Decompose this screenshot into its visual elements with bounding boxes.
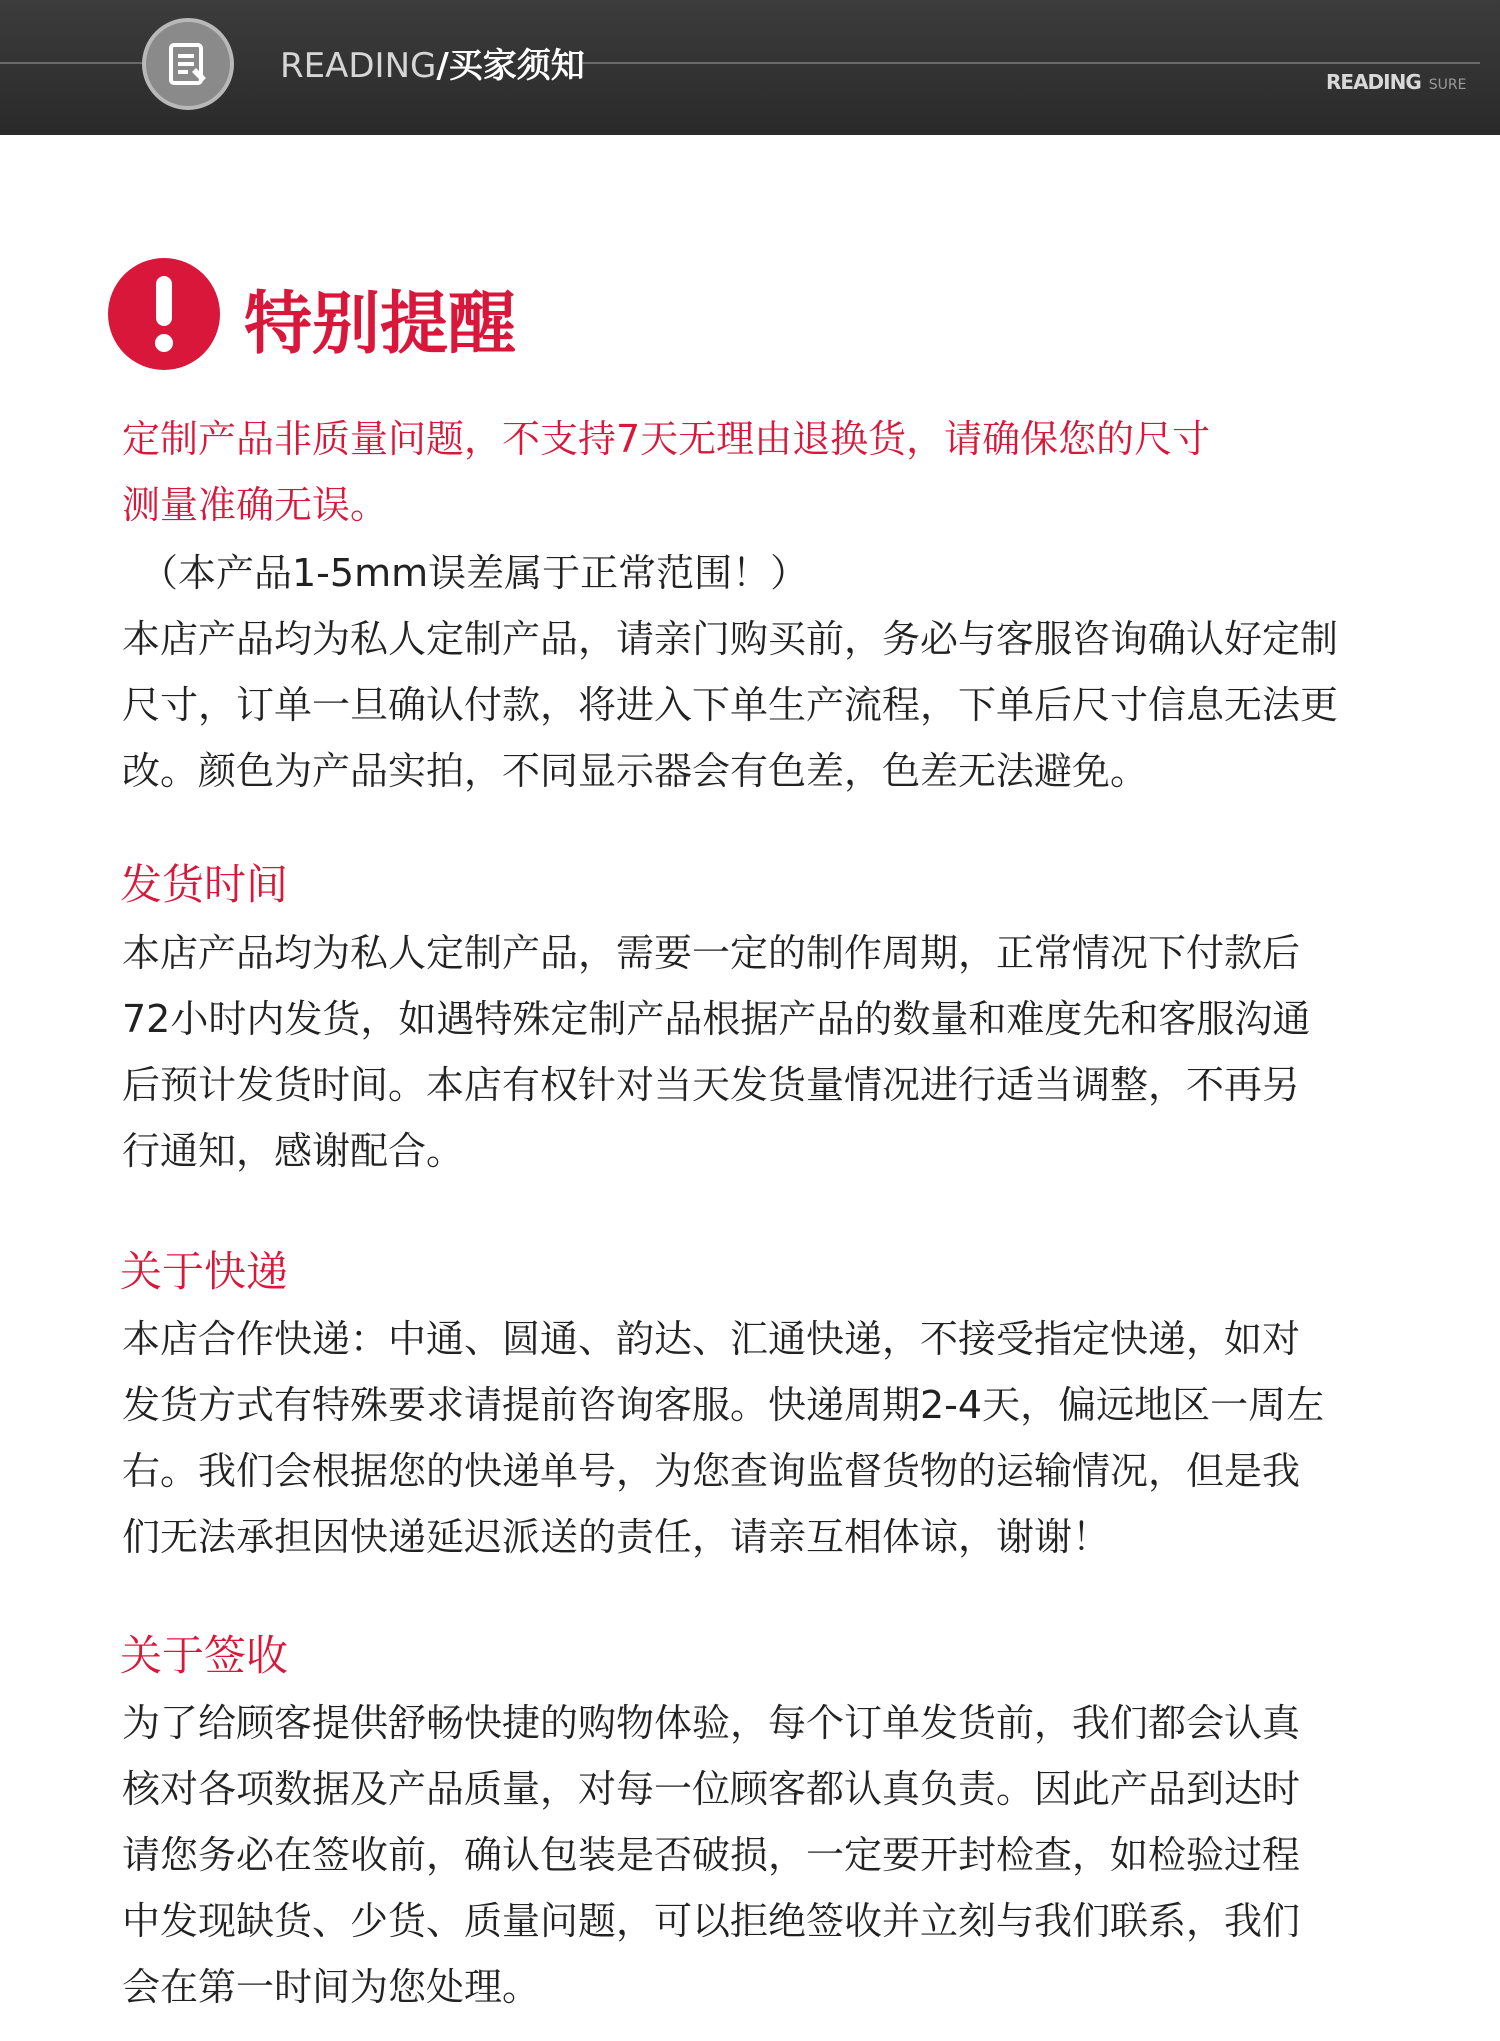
header-title: [280, 38, 585, 87]
section-line: 72小时内发货，如遇特殊定制产品根据产品的数量和难度先和客服沟通: [122, 997, 1311, 1041]
alert-red-text: [122, 406, 1422, 538]
alert-body: [122, 606, 1422, 804]
alert-body-line: 尺寸，订单一旦确认付款，将进入下单生产流程，下单后尺寸信息无法更: [122, 683, 1339, 727]
section-title-courier: 关于快递: [120, 1247, 289, 1296]
alert-red-line: 定制产品非质量问题，不支持7天无理由退换货，请确保您的尺寸: [122, 417, 1211, 461]
header-right-sub: SURE: [1428, 77, 1467, 93]
header-title-en: READING: [280, 46, 437, 86]
section-title-shipping-time: 发货时间: [120, 860, 289, 909]
section-line: 右。我们会根据您的快递单号，为您查询监督货物的运输情况，但是我: [122, 1449, 1301, 1493]
section-line: 中发现缺货、少货、质量问题，可以拒绝签收并立刻与我们联系，我们: [122, 1899, 1301, 1943]
section-body-shipping-time: [122, 920, 1422, 1184]
section-line: 发货方式有特殊要求请提前咨询客服。快递周期2-4天，偏远地区一周左: [122, 1383, 1325, 1427]
section-line: 请您务必在签收前，确认包装是否破损，一定要开封检查，如检验过程: [122, 1833, 1301, 1877]
section-line: 为了给顾客提供舒畅快捷的购物体验，每个订单发货前，我们都会认真: [122, 1701, 1301, 1745]
section-line: 后预计发货时间。本店有权针对当天发货量情况进行适当调整，不再另: [122, 1063, 1301, 1107]
alert-body-line: 本店产品均为私人定制产品，请亲门购买前，务必与客服咨询确认好定制: [122, 617, 1339, 661]
section-line: 行通知，感谢配合。: [122, 1129, 465, 1173]
section-line: 会在第一时间为您处理。: [122, 1965, 541, 2009]
header-bar: [0, 0, 1500, 135]
section-line: 核对各项数据及产品质量，对每一位顾客都认真负责。因此产品到达时: [122, 1767, 1301, 1811]
section-line: 本店产品均为私人定制产品，需要一定的制作周期，正常情况下付款后: [122, 931, 1301, 975]
section-title-signing: 关于签收: [120, 1631, 289, 1680]
header-title-cn: /买家须知: [436, 46, 585, 86]
header-right-label: [1326, 70, 1466, 94]
document-icon: [142, 18, 234, 110]
alert-title: 特别提醒: [244, 285, 517, 364]
tolerance-note: （本产品1-5mm误差属于正常范围！）: [140, 551, 809, 595]
section-body-courier: [122, 1306, 1422, 1570]
exclamation-icon: [108, 258, 220, 370]
section-line: 本店合作快递：中通、圆通、韵达、汇通快递，不接受指定快递，如对: [122, 1317, 1301, 1361]
section-line: 们无法承担因快递延迟派送的责任，请亲互相体谅，谢谢！: [122, 1515, 1111, 1559]
section-body-signing: [122, 1690, 1422, 2020]
header-divider-left: [0, 62, 142, 64]
header-right-main: READING: [1326, 70, 1421, 94]
alert-red-line: 测量准确无误。: [122, 483, 389, 527]
alert-body-line: 改。颜色为产品实拍，不同显示器会有色差，色差无法避免。: [122, 749, 1149, 793]
header-divider-right: [580, 62, 1480, 64]
